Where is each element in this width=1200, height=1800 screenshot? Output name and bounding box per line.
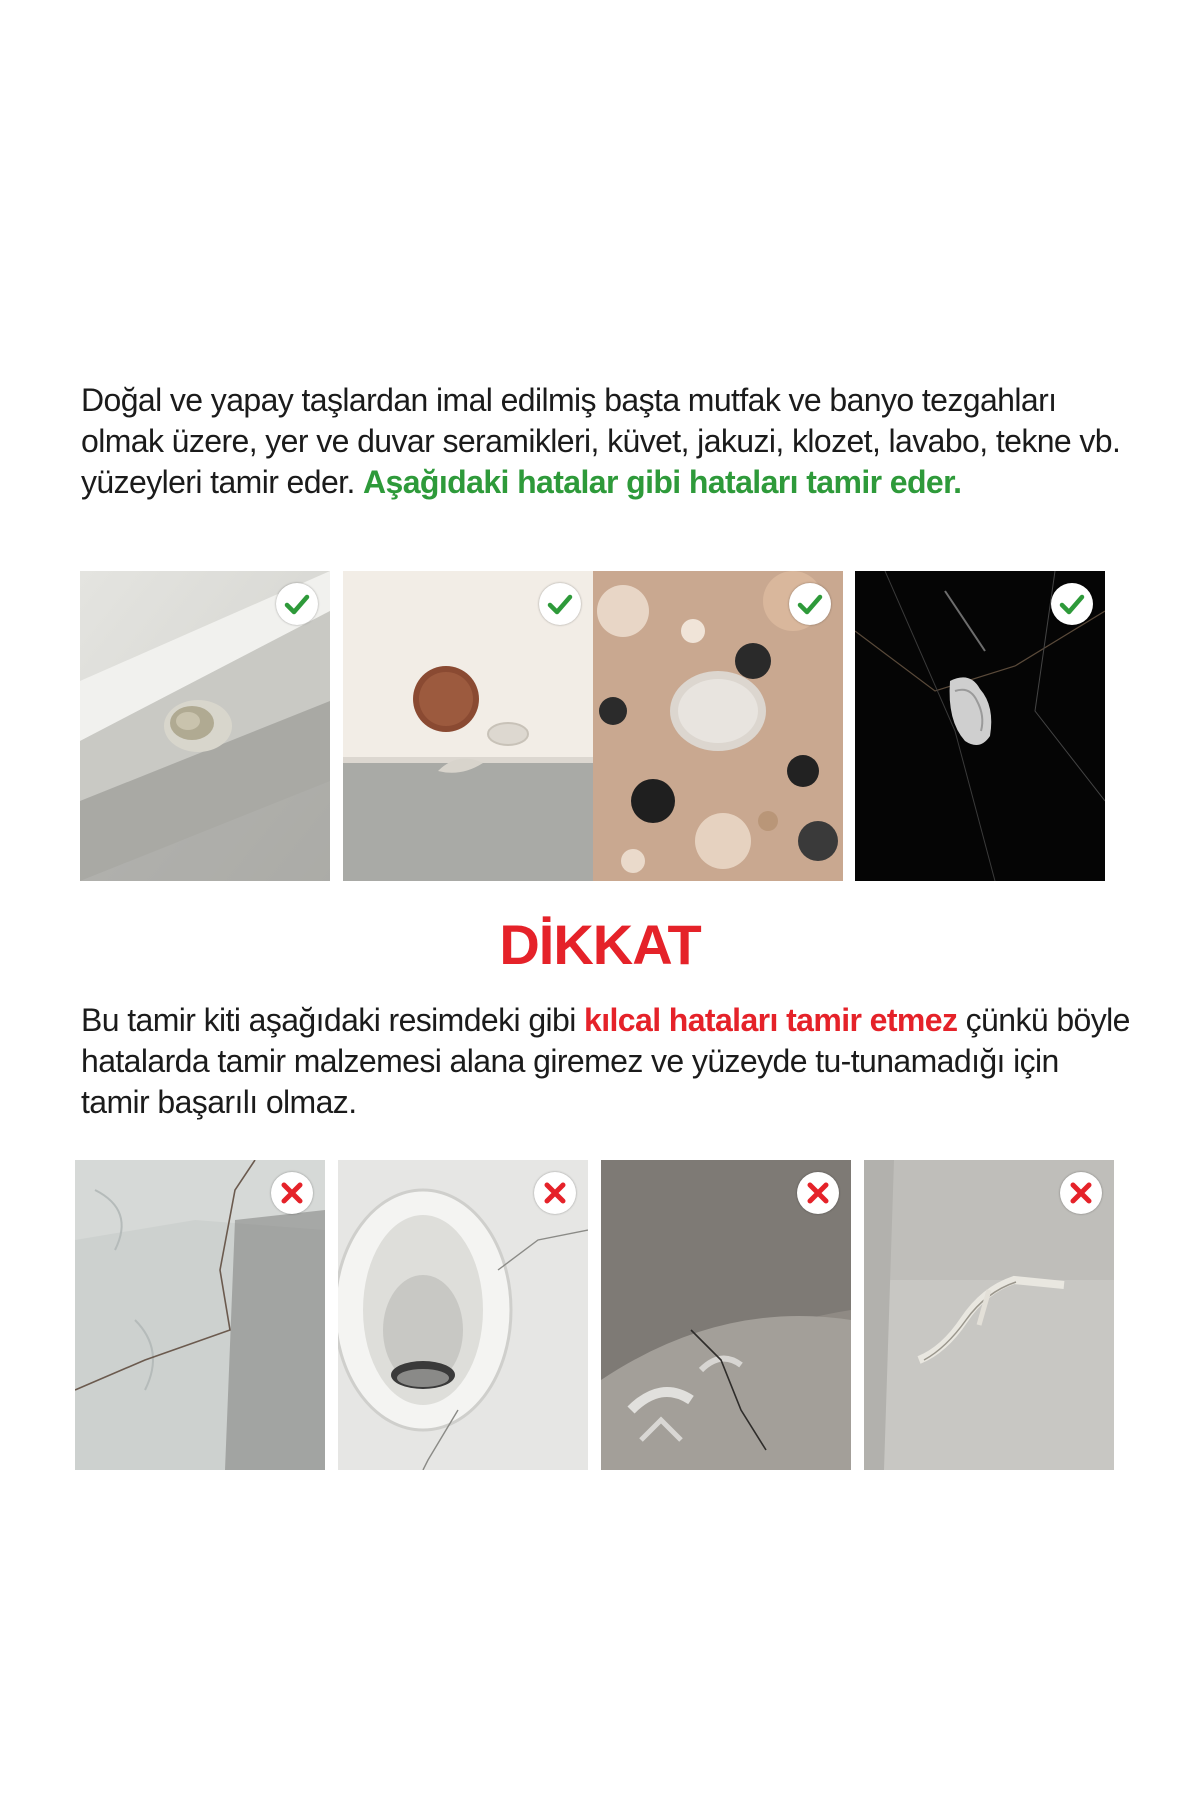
cross-icon [534,1172,576,1214]
warning-highlight: kılcal hataları tamir etmez [584,1002,958,1038]
warning-paragraph [81,1000,1131,1123]
warning-text-before: Bu tamir kiti aşağıdaki resimdeki gibi [81,1002,576,1038]
warning-title: DİKKAT [499,913,701,976]
intro-text: Doğal ve yapay taşlardan imal edilmiş başta mutfak ve banyo tezgahları olmak üzere, yer ve duvar seramikleri, küvet, jakuzi, klozet, lavabo, tekne vb. yüzeyleri tamir eder. [81,382,1121,500]
not-repairable-photo-tile-crack [75,1160,325,1470]
check-icon [276,583,318,625]
check-icon [1051,583,1093,625]
check-icon [789,583,831,625]
check-icon [539,583,581,625]
cross-icon [1060,1172,1102,1214]
intro-paragraph [81,380,1131,503]
warning-text-after: çünkü böyle hatalarda tamir malzemesi alana giremez ve yüzeyde tu-tunamadığı için tamir başarılı olmaz. [81,1002,1130,1120]
not-repairable-photo-concrete-crack [601,1160,851,1470]
repairable-photo-chipped-edge [80,571,330,881]
not-repairable-photo-surface-crack [864,1160,1114,1470]
repairable-photo-granite-chip [593,571,843,881]
cross-icon [797,1172,839,1214]
repairable-photo-black-marble [855,571,1105,881]
cross-icon [271,1172,313,1214]
intro-highlight: Aşağıdaki hatalar gibi hataları tamir eder. [363,464,962,500]
not-repairable-photo-sink-crack [338,1160,588,1470]
repairable-photo-chip-with-coin [343,571,593,881]
